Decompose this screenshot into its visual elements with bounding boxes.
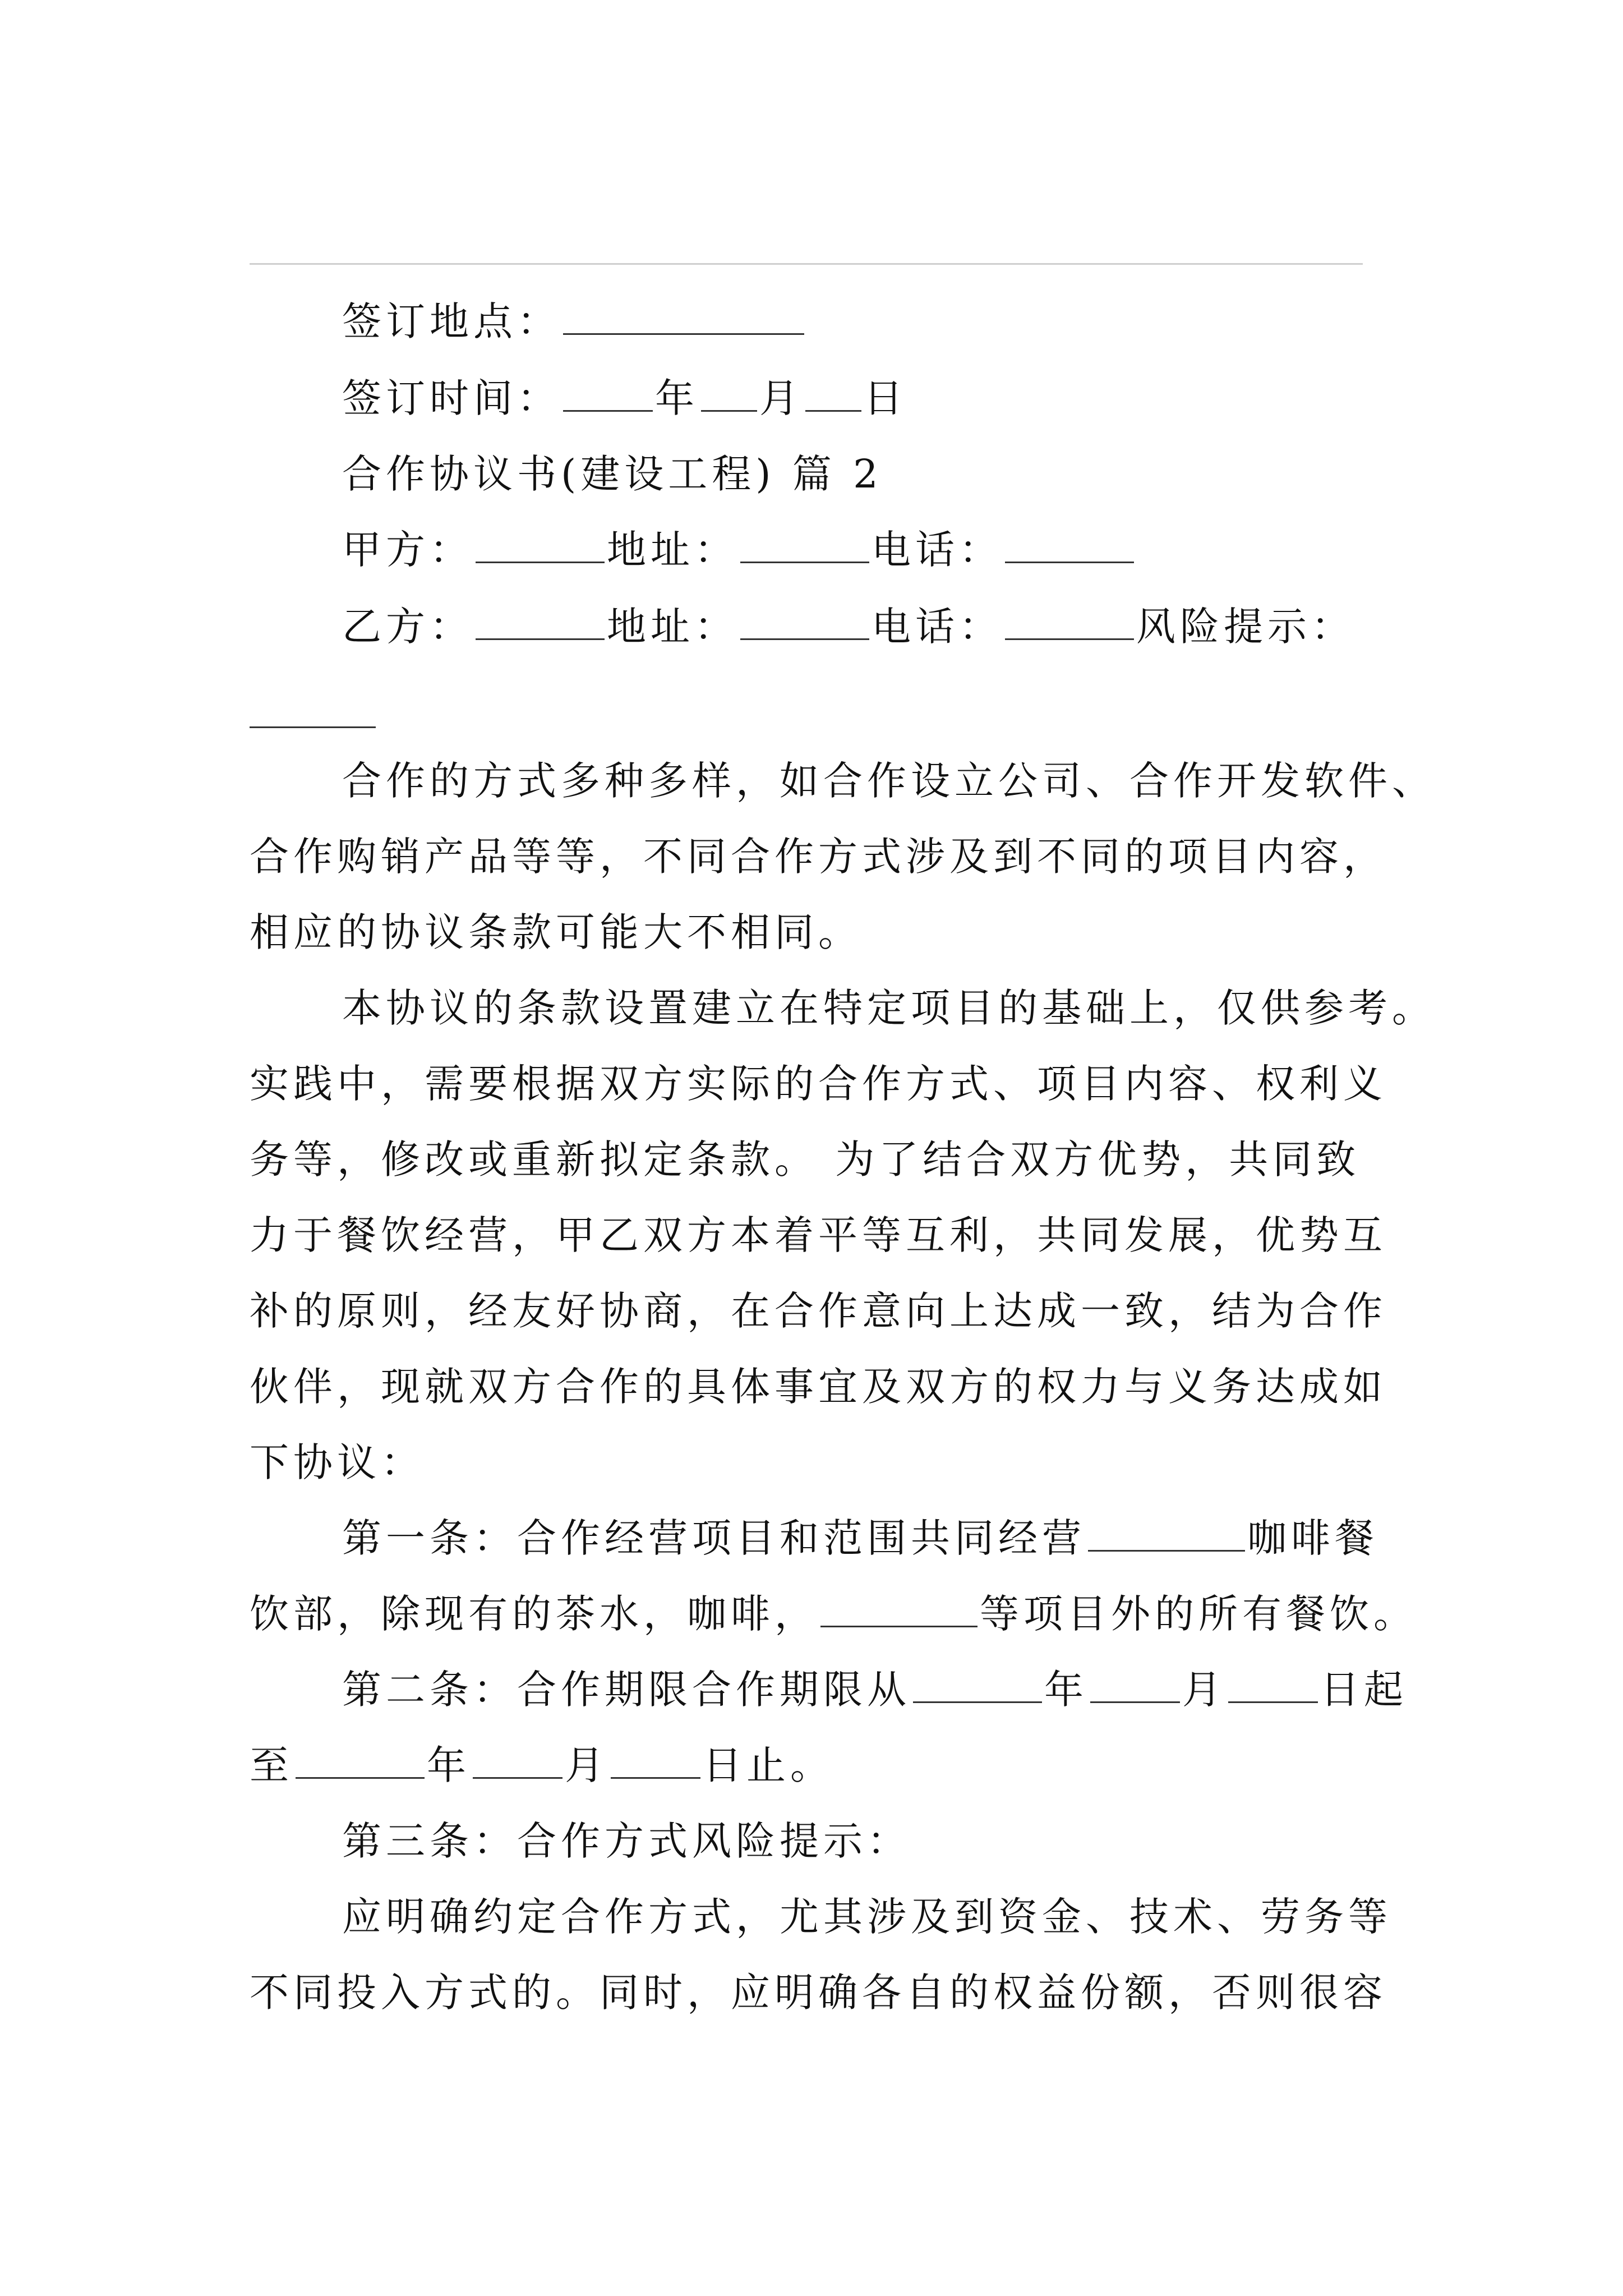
article-2-start-year-blank — [913, 1669, 1042, 1703]
party-a-phone-blank — [1005, 529, 1134, 563]
article-1-text-d: 等项目外的所有餐饮。 — [980, 1591, 1417, 1637]
sign-time-month: 月 — [759, 375, 803, 421]
article-1-text-b: 咖啡餐 — [1247, 1515, 1378, 1561]
sign-place-blank — [563, 301, 804, 335]
paragraph-2-line-5: 补的原则，经友好协商，在合作意向上达成一致，结为合作 — [250, 1288, 1387, 1334]
paragraph-1-line-3: 相应的协议条款可能大不相同。 — [250, 909, 862, 955]
section-title: 合作协议书(建设工程) 篇 2 — [342, 451, 883, 497]
paragraph-2-line-3: 务等，修改或重新拟定条款。 为了结合双方优势，共同致 — [250, 1137, 1361, 1182]
sign-place-line — [342, 296, 1492, 347]
article-3-line-2: 不同投入方式的。同时，应明确各自的权益份额，否则很容 — [250, 1970, 1387, 2016]
party-a-label: 甲方： — [342, 527, 473, 573]
article-2-end-year-blank — [296, 1745, 425, 1779]
paragraph-1-line-1: 合作的方式多种多样，如合作设立公司、合作开发软件、 — [342, 758, 1436, 804]
sign-place-label: 签订地点： — [342, 298, 561, 344]
article-1-text-a: 第一条：合作经营项目和范围共同经营 — [342, 1515, 1086, 1561]
paragraph-2-line-7: 下协议： — [250, 1439, 425, 1485]
article-2-end-text: 日止。 — [703, 1742, 834, 1788]
party-a-name-blank — [476, 529, 605, 563]
party-a-line — [342, 524, 1492, 575]
article-1-blank-1 — [1088, 1517, 1245, 1552]
article-1-line-1 — [342, 1513, 1492, 1563]
article-2-start-month-blank — [1090, 1669, 1180, 1703]
sign-time-day: 日 — [864, 375, 907, 421]
party-a-address-label: 地址： — [607, 527, 738, 573]
article-2-line-2 — [250, 1740, 1399, 1791]
paragraph-2-line-4: 力于餐饮经营，甲乙双方本着平等互利，共同发展，优势互 — [250, 1212, 1387, 1258]
party-b-address-blank — [740, 606, 869, 640]
article-2-start-day-blank — [1228, 1669, 1318, 1703]
article-2-start-end: 日起 — [1320, 1667, 1408, 1713]
article-2-text-to: 至 — [250, 1742, 293, 1788]
party-a-phone-label: 电话： — [872, 527, 1003, 573]
paragraph-2-line-6: 伙伴，现就双方合作的具体事宜及双方的权力与义务达成如 — [250, 1364, 1387, 1410]
party-b-address-label: 地址： — [607, 604, 738, 650]
article-1-text-c: 饮部，除现有的茶水，咖啡， — [250, 1591, 818, 1637]
sign-time-year: 年 — [655, 375, 699, 421]
paragraph-2-line-2: 实践中，需要根据双方实际的合作方式、项目内容、权利义 — [250, 1061, 1387, 1107]
article-2-end-month: 月 — [565, 1742, 608, 1788]
article-3-title: 第三条：合作方式风险提示： — [342, 1818, 911, 1864]
article-2-line-1 — [342, 1664, 1492, 1715]
article-2-text-a: 第二条：合作期限合作期限从 — [342, 1667, 911, 1713]
article-2-end-year: 年 — [427, 1742, 471, 1788]
party-b-line — [342, 601, 1492, 652]
article-3-line-1: 应明确约定合作方式，尤其涉及到资金、技术、劳务等 — [342, 1894, 1392, 1940]
sign-time-label: 签订时间： — [342, 375, 561, 421]
sign-time-month-blank — [701, 378, 757, 412]
party-b-risk-label: 风险提示： — [1136, 604, 1355, 650]
article-1-line-2 — [250, 1589, 1417, 1639]
party-b-phone-blank — [1005, 606, 1134, 640]
article-2-start-year: 年 — [1044, 1667, 1088, 1713]
paragraph-1-line-2: 合作购销产品等等，不同合作方式涉及到不同的项目内容， — [250, 834, 1387, 880]
party-b-phone-label: 电话： — [872, 604, 1003, 650]
party-b-label: 乙方： — [342, 604, 473, 650]
article-1-blank-2 — [820, 1593, 978, 1627]
paragraph-2-line-1: 本协议的条款设置建立在特定项目的基础上，仅供参考。 — [342, 985, 1436, 1031]
party-b-name-blank — [476, 606, 605, 640]
sign-time-year-blank — [563, 378, 653, 412]
party-a-address-blank — [740, 529, 869, 563]
article-2-end-month-blank — [473, 1745, 562, 1779]
sign-time-line — [342, 373, 1492, 424]
header-rule — [250, 263, 1363, 265]
sign-time-day-blank — [805, 378, 861, 412]
party-b-risk-blank — [250, 726, 376, 728]
article-2-start-month: 月 — [1182, 1667, 1226, 1713]
article-2-end-day-blank — [611, 1745, 700, 1779]
